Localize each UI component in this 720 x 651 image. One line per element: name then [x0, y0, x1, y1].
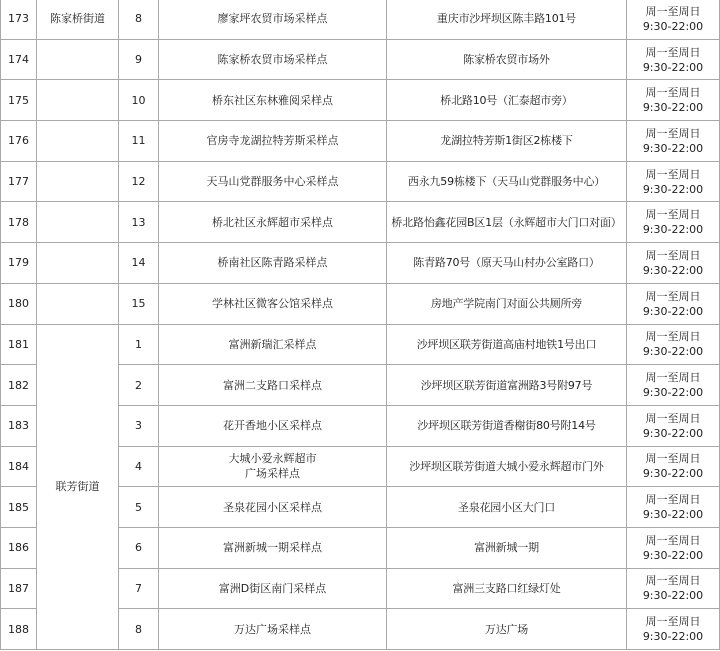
opening-hours [627, 202, 720, 243]
opening-hours [627, 487, 720, 528]
opening-time: 9:30-22:00 [642, 345, 704, 359]
row-number: 174 [1, 39, 37, 80]
site-name: 富洲D街区南门采样点 [159, 568, 387, 609]
street-name-empty [37, 80, 119, 121]
opening-time: 9:30-22:00 [642, 19, 704, 33]
site-name-line-2: 广场采样点 [245, 467, 300, 481]
opening-days: 周一至周日 [645, 126, 701, 140]
opening-hours [627, 121, 720, 162]
site-index: 11 [119, 121, 159, 162]
opening-hours [627, 0, 720, 39]
row-number: 187 [1, 568, 37, 609]
row-number: 181 [1, 324, 37, 365]
site-name: 花开香地小区采样点 [159, 405, 387, 446]
site-name: 富洲新瑞汇采样点 [159, 324, 387, 365]
site-index: 8 [119, 0, 159, 39]
site-name: 圣泉花园小区采样点 [159, 487, 387, 528]
table-row [1, 121, 720, 162]
site-name-line-1: 大城小爱永辉超市 [228, 452, 317, 466]
site-name: 万达广场采样点 [159, 609, 387, 650]
opening-time: 9:30-22:00 [642, 548, 704, 562]
opening-time: 9:30-22:00 [642, 426, 704, 440]
site-address: 陈家桥农贸市场外 [387, 39, 627, 80]
site-address: 房地产学院南门对面公共厕所旁 [387, 283, 627, 324]
opening-hours [627, 80, 720, 121]
site-address: 富洲三支路口红绿灯处 [387, 568, 627, 609]
row-number: 173 [1, 0, 37, 39]
opening-days: 周一至周日 [645, 86, 701, 100]
street-name-empty [37, 202, 119, 243]
opening-hours [627, 161, 720, 202]
opening-time: 9:30-22:00 [642, 386, 704, 400]
site-name: 陈家桥农贸市场采样点 [159, 39, 387, 80]
site-address: 重庆市沙坪坝区陈丰路101号 [387, 0, 627, 39]
row-number: 182 [1, 365, 37, 406]
row-number: 176 [1, 121, 37, 162]
opening-time: 9:30-22:00 [642, 101, 704, 115]
opening-hours [627, 568, 720, 609]
row-number: 180 [1, 283, 37, 324]
opening-hours [627, 405, 720, 446]
site-address: 万达广场 [387, 609, 627, 650]
table-row [1, 39, 720, 80]
street-name-empty [37, 161, 119, 202]
site-address: 富洲新城一期 [387, 527, 627, 568]
site-name: 学林社区微客公馆采样点 [159, 283, 387, 324]
opening-days: 周一至周日 [645, 208, 701, 222]
row-number: 179 [1, 243, 37, 284]
opening-hours [627, 609, 720, 650]
opening-hours [627, 365, 720, 406]
site-address: 陈青路70号（原天马山村办公室路口） [387, 243, 627, 284]
site-index: 4 [119, 446, 159, 487]
opening-days: 周一至周日 [645, 248, 701, 262]
site-index: 3 [119, 405, 159, 446]
site-address: 沙坪坝区联芳街道富洲路3号附97号 [387, 365, 627, 406]
street-name-empty [37, 39, 119, 80]
site-index: 1 [119, 324, 159, 365]
opening-time: 9:30-22:00 [642, 60, 704, 74]
row-number: 175 [1, 80, 37, 121]
opening-time: 9:30-22:00 [642, 182, 704, 196]
site-address: 沙坪坝区联芳街道高庙村地铁1号出口 [387, 324, 627, 365]
street-name: 联芳街道 [37, 324, 119, 650]
opening-time: 9:30-22:00 [642, 589, 704, 603]
street-name-empty [37, 283, 119, 324]
street-name-empty [37, 243, 119, 284]
table-row [1, 324, 720, 365]
opening-days: 周一至周日 [645, 615, 701, 629]
site-index: 14 [119, 243, 159, 284]
site-address: 沙坪坝区联芳街道大城小爱永辉超市门外 [387, 446, 627, 487]
opening-days: 周一至周日 [645, 574, 701, 588]
opening-days: 周一至周日 [645, 493, 701, 507]
site-name: 廖家坪农贸市场采样点 [159, 0, 387, 39]
site-name [159, 446, 387, 487]
site-address: 桥北路怡鑫花园B区1层（永辉超市大门口对面） [387, 202, 627, 243]
opening-time: 9:30-22:00 [642, 304, 704, 318]
row-number: 184 [1, 446, 37, 487]
site-index: 8 [119, 609, 159, 650]
site-name: 天马山党群服务中心采样点 [159, 161, 387, 202]
opening-hours [627, 446, 720, 487]
opening-hours [627, 243, 720, 284]
row-number: 185 [1, 487, 37, 528]
opening-days: 周一至周日 [645, 167, 701, 181]
site-address: 圣泉花园小区大门口 [387, 487, 627, 528]
opening-time: 9:30-22:00 [642, 630, 704, 644]
site-index: 10 [119, 80, 159, 121]
opening-days: 周一至周日 [645, 45, 701, 59]
site-address: 桥北路10号（汇泰超市旁） [387, 80, 627, 121]
site-name: 桥北社区永辉超市采样点 [159, 202, 387, 243]
opening-hours [627, 39, 720, 80]
site-name: 桥南社区陈青路采样点 [159, 243, 387, 284]
opening-time: 9:30-22:00 [642, 263, 704, 277]
site-name: 桥东社区东林雅阅采样点 [159, 80, 387, 121]
site-index: 13 [119, 202, 159, 243]
site-index: 2 [119, 365, 159, 406]
opening-hours [627, 324, 720, 365]
site-index: 15 [119, 283, 159, 324]
table-row [1, 80, 720, 121]
table-row [1, 283, 720, 324]
opening-time: 9:30-22:00 [642, 508, 704, 522]
site-index: 6 [119, 527, 159, 568]
opening-days: 周一至周日 [645, 4, 701, 18]
site-address: 西永九59栋楼下（天马山党群服务中心） [387, 161, 627, 202]
opening-time: 9:30-22:00 [642, 223, 704, 237]
opening-days: 周一至周日 [645, 452, 701, 466]
row-number: 177 [1, 161, 37, 202]
row-number: 186 [1, 527, 37, 568]
opening-time: 9:30-22:00 [642, 141, 704, 155]
opening-days: 周一至周日 [645, 411, 701, 425]
opening-days: 周一至周日 [645, 289, 701, 303]
site-index: 5 [119, 487, 159, 528]
row-number: 183 [1, 405, 37, 446]
site-index: 12 [119, 161, 159, 202]
site-address: 沙坪坝区联芳街道香榭街80号附14号 [387, 405, 627, 446]
opening-days: 周一至周日 [645, 371, 701, 385]
site-address: 龙湖拉特芳斯1街区2栋楼下 [387, 121, 627, 162]
table-row [1, 202, 720, 243]
opening-hours [627, 283, 720, 324]
site-name: 富洲新城一期采样点 [159, 527, 387, 568]
table-row [1, 0, 720, 39]
opening-days: 周一至周日 [645, 330, 701, 344]
opening-days: 周一至周日 [645, 533, 701, 547]
opening-time: 9:30-22:00 [642, 467, 704, 481]
table-row [1, 243, 720, 284]
site-index: 7 [119, 568, 159, 609]
opening-hours [627, 527, 720, 568]
table-row [1, 161, 720, 202]
site-name: 官房寺龙湖拉特芳斯采样点 [159, 121, 387, 162]
row-number: 178 [1, 202, 37, 243]
street-name-empty [37, 121, 119, 162]
site-name: 富洲二支路口采样点 [159, 365, 387, 406]
street-name: 陈家桥街道 [37, 0, 119, 39]
site-index: 9 [119, 39, 159, 80]
row-number: 188 [1, 609, 37, 650]
